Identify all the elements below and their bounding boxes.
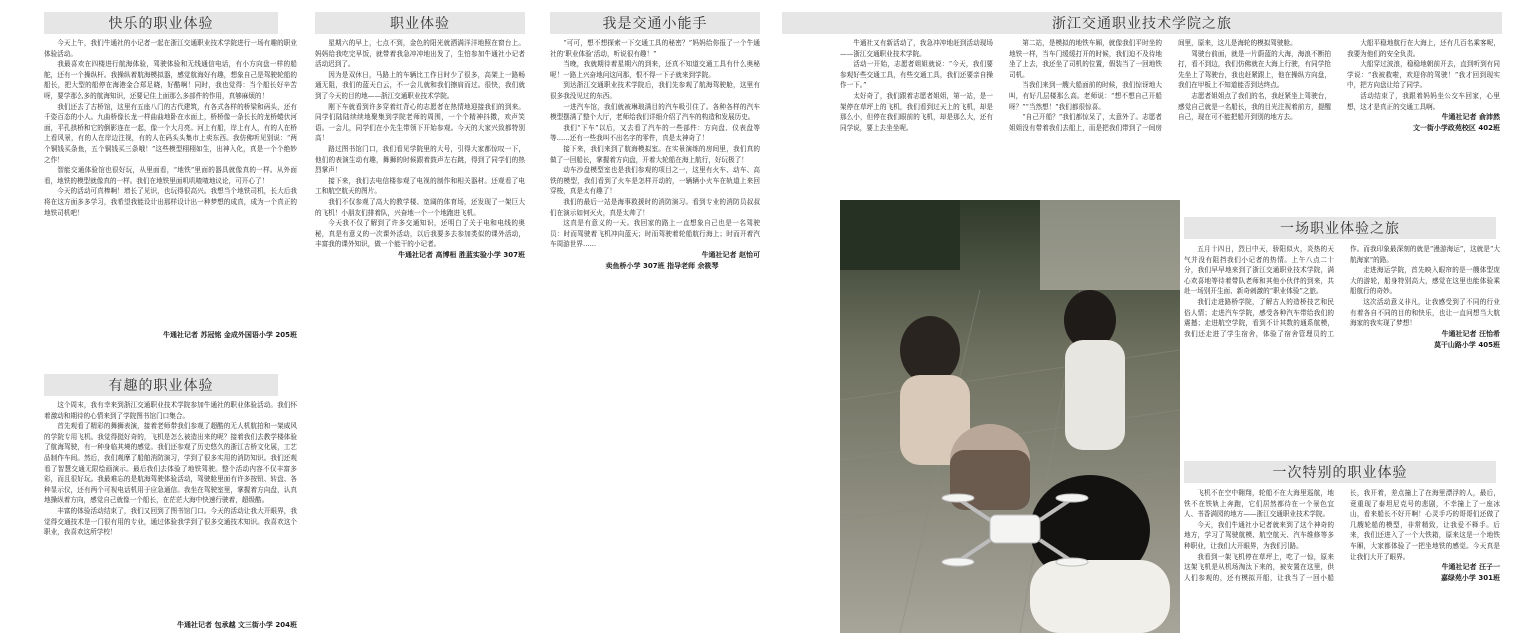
paragraph: 接下来，我们来到了航海模拟室。在实景演练的房间里，我们真的做了一回船长，掌握着方向盘，开着大轮船在海上航行，好玩极了！ (550, 144, 760, 164)
paragraph: 志愿者姐姐点了我们的名，我赶紧坐上驾驶台，感觉自己就是一名船长，我的目光注视着前方，提醒自己，现在可不能把船开到别的地方去。 (1178, 91, 1331, 122)
paragraph: 今天上午，我们牛通社的小记者一起在浙江交通职业技术学院进行一场有趣的职业体验活动。 (44, 39, 297, 58)
paragraph: 路过图书馆门口，我们看见学院里的大号，引得大家都惊叹一下，他们的表演生动有趣，舞狮的时候跟着鼓声左右跳，得到了同学们的热烈掌声！ (315, 144, 525, 175)
paragraph: 接下来，我们去电信楼参观了电视的制作和相关器材。还观看了电工和航空航天的图片。 (315, 176, 525, 196)
paragraph: 星期六的早上，七点不到，金色的阳光就洒满洋洋地照在窗台上。妈妈给我吃完早饭，就带着我急冲冲地出发了，生怕参加牛通社小记者活动迟到了。 (315, 39, 525, 69)
paragraph: 今天，我们牛通社小记者就来到了这个神奇的地方，学习了驾驶航模、航空航天、汽车维修等多种职业，让我们大开眼界，为我们引路。 (1184, 520, 1334, 550)
signature-a6: 牛通社记者 汪怡希 (1441, 329, 1500, 338)
paragraph: 第二站，是模拟的地铁车厢，就像我们平时坐的地铁一样，当车门缓缓打开的时候，我们迫不及待地坐了上去，我还坐了司机的位置，假装当了一回地铁司机。 (1009, 39, 1162, 79)
paragraph: 丰富的体验活动结束了，我们又回到了图书馆门口。今天的活动让我大开眼界，我觉得交通技术是一门很有用的专业，通过体验我学到了很多交通技术知识。我喜欢这个职业，我喜欢这所学校！ (44, 506, 297, 537)
signature-a5-school: 文一街小学政苑校区 402班 (1412, 124, 1500, 133)
paragraph: 今天的活动可真棒啊！增长了见识，也玩得很高兴。我想当个地铁司机，长大后我将在这方面多多学习，我希望我能设计出那样设计出一种梦想的成真，成为一个真正的地铁司机吧！ (44, 187, 297, 217)
article-title-a7: 一次特别的职业体验 (1184, 461, 1496, 483)
paragraph: 我们“下车”以后，又去看了汽车的一些部件：方向盘、仪表盘等等……还有一些我叫不出名字的零件，真是太神奇了！ (550, 123, 760, 143)
article-body-a3 (315, 38, 525, 634)
paragraph: 走进海运学院，首先映入眼帘的是一艘体型庞大的游轮，船身特别高大，感觉在这里也能体验乘船航行的奇妙。 (1350, 266, 1500, 296)
paragraph: 这个周末，我有幸来到浙江交通职业技术学院参加牛通社的职业体验活动。我们怀着激动和期待的心情来到了学院图书馆门口集合。 (44, 401, 297, 420)
article-body-a7 (1184, 488, 1500, 633)
paragraph: 我们还去了古桥馆，这里有五座八门的古代建筑，有各式各样的桥梁和码头，还有千姿百态的小人。九曲桥像长龙一样曲曲地卧在水面上，桥桥像一条长长的龙桥蜷伏河面，平孔拱桥和它的倒影连在一起，像一个大月亮。河上有船，岸上有人，有的人在桥上看风景，有的人在岸边注视，有的人在码头头集市上卖东西。我仿佛听见别说：“两个铜钱买条鱼，五个铜钱买三条哦！”这些模型栩栩如生，出神入化，真是一个个绝妙之作！ (44, 102, 297, 164)
signature-a3: 牛通社记者 高博桓 胜蓝实验小学 307班 (398, 250, 525, 259)
article-title-a3: 职业体验 (315, 12, 525, 34)
paragraph: 我们走进路桥学院，了解古人的造桥技艺和民俗人情；走进汽车学院，感受各种汽车带给我们的震撼；走进航空学院，看到不计其数的通系航模，我们还走进了学生宿舍，体验了宿舍管理员的工作。而我印象最深刻的就是“漫游海运”，这就是“大航海家”的路。 (1184, 245, 1500, 338)
paragraph: 我们不仅参观了高大的教学楼、宽阔的体育场，还发现了一架巨大的飞机！小朋友们排着队，兴奋地一个一个地跑进飞机。 (315, 197, 525, 217)
paragraph: 首先观看了精彩的舞狮表演，接着老师带我们参观了超酷的无人机航拍和一架威风的学院专用飞机。我觉得挺好奇的，飞机是怎么被造出来的呢？接着我们去教学楼体验了航海驾驶，有一种身临其境的感觉。我们还参观了历史悠久的浙江古桥文化展，工艺品制作车间。然后，我们观摩了船舶消防演习，学到了很多实用的消防知识。我们还观看了智慧交通无限绘画演示。最后我们去体验了地铁驾驶。整个活动内容不仅丰富多彩，而且很好玩。我最难忘的是航海驾驶体验活动，驾驶舱里面有许多按钮、转盘、各种显示仪，还有两个可视电话机用于应急通信。我坐在驾驶室里，掌握着方向盘，认真地操纵着方向，感觉自己就像一个船长，在茫茫大海中快速行驶着，超级酷。 (44, 422, 297, 505)
article-body-a5 (840, 38, 1500, 198)
paragraph: 动车沙盘模型室也是我们参观的项目之一，这里有火车、动车、高铁的模型，我们看到了火车是怎样开动的，一辆辆小火车在轨道上来回穿梭，真是太有趣了！ (550, 166, 760, 196)
paragraph: 驾驶台前面，就是一片蔚蓝的大海，海浪不断拍打，看不到边，我们仿佛就在大海上行驶，有同学抢先坐上了驾驶台，我也赶紧跟上，他在操纵方向盘，我们在甲板上不知道能否到达终点。 (1178, 49, 1331, 90)
signature-a4: 牛通社记者 赵怡可 (701, 250, 760, 259)
article-body-a6 (1184, 244, 1500, 449)
paragraph: 到达浙江交通职业技术学院后，我们先参观了航海驾驶舱，这里有很多我没见过的东西。 (550, 81, 760, 100)
signature-a1: 牛通社记者 苏冠铭 金成外国语小学 205班 (163, 331, 297, 339)
paragraph: 这次活动意义非凡，让我感受到了不同的行业有着各自不同的目的和快乐，也让一直问想当大航海家的我实现了梦想！ (1350, 297, 1500, 328)
photo-illustration (840, 200, 1180, 633)
paragraph: 大船平稳地航行在大海上，还有几百名乘客呢，我要为他们的安全负责。 (1347, 39, 1500, 58)
paragraph: 智能交通体验馆也很好玩，从里面看，“地铁”里面的器具就像真的一样。从外面看，地铁的模型就像真的一样。我们在地铁里面叽叽喳喳地议论，可开心了！ (44, 166, 297, 185)
signature-a5: 牛通社记者 俞沛然 (1441, 113, 1500, 122)
paragraph: 因为是双休日，马路上的车辆比工作日时少了很多，高架上一路畅通无阻，我们的蓝天白云，不一会儿就和我们擦肩而过。很快，我们就到了今天的目的地——浙江交通职业技术学院。 (315, 70, 525, 100)
children-with-drone-photo (840, 200, 1180, 633)
article-body-a2 (44, 400, 297, 620)
paragraph: 牛通社又有新活动了，我急冲冲地赶到活动现场——浙江交通职业技术学院。 (840, 39, 993, 58)
signature-a7-school: 嘉绿苑小学 301班 (1440, 574, 1500, 583)
paragraph: “自己开船？”我们都惊呆了，太意外了。志愿者姐姐没有带着我们去船上，而是把我们带到了一间房间里，原来，这儿是海轮的模拟驾驶舱。 (1009, 39, 1297, 132)
paragraph: 太好奇了，我们跟着志愿者姐姐，第一站，是一架停在草坪上的飞机，我们看到过天上的飞机，却是那么小，但停在我们眼前的飞机，却是那么大，还有同学说，要上去坐坐呢。 (840, 91, 993, 132)
paragraph: 我最喜欢在四楼进行航海体验，驾驶体验和无线通信电话，有小方向盘一样的船舵，还有一个操纵杆。我操纵着航海模拟器，感觉航海好有趣，想象自己是驾驶轮船的船长，把大型的船停在海港金合郑足晓，好酷啊！同时，我也觉得：当个船长好辛苦呀，要学那么多的航海知识，还要记住上面那么多部件的作用，真够麻烦的！ (44, 60, 297, 100)
paragraph: 这真是有意义的一天。我回家的路上一直想象自己也是一名驾驶员：时而驾驶着飞机冲向蓝天；时而驾驶着轮船航行海上；时而开着汽车周游世界…… (550, 219, 760, 249)
signature-a6-school: 莫干山路小学 405班 (1433, 340, 1500, 349)
article-title-a6: 一场职业体验之旅 (1184, 217, 1496, 239)
signature-a2: 牛通社记者 包承越 文三街小学 204班 (177, 621, 297, 629)
signature-a4-school: 卖鱼桥小学 307班 指导老师 余筱琴 (605, 261, 719, 270)
paragraph: 活动一开始，志愿者姐姐就说：“今天，我们要参观好些交通工具，有些交通工具，我们还要亲自操作一下。” (840, 60, 993, 90)
article-body-a1 (44, 38, 297, 341)
article-title-a5: 浙江交通职业技术学院之旅 (782, 12, 1502, 34)
article-title-a4: 我是交通小能手 (550, 12, 760, 34)
paragraph: 一进汽车馆，我们就被琳琅满目的汽车吸引住了。各种各样的汽车模型摆满了整个大厅，老师给我们详细介绍了汽车的构造和发展历史。 (550, 102, 760, 122)
paragraph: 我们的最后一站是海事救援时的消防演习。看到专业的消防员叔叔们在演示如何灭火，真是太帅了！ (550, 197, 760, 217)
article-title-a2: 有趣的职业体验 (44, 374, 278, 396)
paragraph: “可可，想不想探索一下交通工具的秘密？”妈妈给你报了一个牛通社的‘职业体验’活动，听说很有趣！” (550, 39, 760, 58)
paragraph: 当晚，我就期待着星期六的到来，还真不知道交通工具有什么奥秘呢！一路上兴奋地问这问那，恨不得一下子就来到学院。 (550, 60, 760, 79)
paragraph: 五月十四日，烈日中天，骄阳似火，炎热的天气并没有阻挡我们小记者的热情。上午八点二十分，我们早早地来到了浙江交通职业技术学院，满心欢喜地等待着带队老师和其他小伙伴的到来，共赴一场别开生面、新奇刺激的“职业体验”之旅。 (1184, 245, 1334, 296)
paragraph: 当我们来到一艘大船面前的时候，我们惊讶地大叫，有好几层楼那么高。老师说：“想不想自己开船呀？”“当然想！”我们都很惊喜。 (1009, 81, 1162, 111)
article-title-a1: 快乐的职业体验 (44, 12, 278, 34)
paragraph: 活动结束了，我跟着妈妈坐公交车回家，心里想，这才是真正的交通工具啊。 (1347, 91, 1500, 111)
paragraph: 飞机不在空中翱翔，轮船不在大海里巡航，地铁不在铁轨上奔跑，它们居然都待在一个景色宜人、书香满园的地方——浙江交通职业技术学院。 (1184, 489, 1334, 519)
paragraph: 我看到一架飞机停在草坪上，吃了一惊，原来这架飞机是从机场淘汰下来的，被安置在这里，供人们参观的，还有模拟开船，让我当了一回小船长，我开着，差点撞上了在海里漂浮的人，最后，竟重现了泰坦尼克号的悲剧，不幸撞上了一座冰山，看来船长不好开啊！心灵手巧的哥哥们还做了几艘轮船的模型，非常精致，让我爱不释手。后来，我们还进入了一个大铁箱，原来这是一个地铁车厢，大家都体验了一把坐地铁的感觉。今天真是让我们大开了眼界。 (1184, 489, 1500, 582)
paragraph: 刚下车就看到许多穿着红背心的志愿者在热情地迎接我们的到来。同学们陆陆续续地聚集到学院老师的周围，一个个精神抖擞，欢声笑语。一会儿，同学们在小先生带领下开始参观。今天的大家兴致都特别高！ (315, 102, 525, 143)
signature-a7: 牛通社记者 汪子一 (1441, 563, 1500, 572)
paragraph: 大船穿过波浪，稳稳地朝前开去，直到听到有同学说：“我被救啦，欢迎你的驾驶！”我才回到现实中，把方向盘让给了同学。 (1347, 60, 1500, 90)
article-body-a4 (550, 38, 760, 623)
paragraph: 今天我不仅了解到了许多交通知识，还明白了关于电和电线的奥秘，真是有意义的一次课外活动，以后我要多去参加类似的课外活动，丰富我的课外知识，做一个能干的小记者。 (315, 219, 525, 249)
